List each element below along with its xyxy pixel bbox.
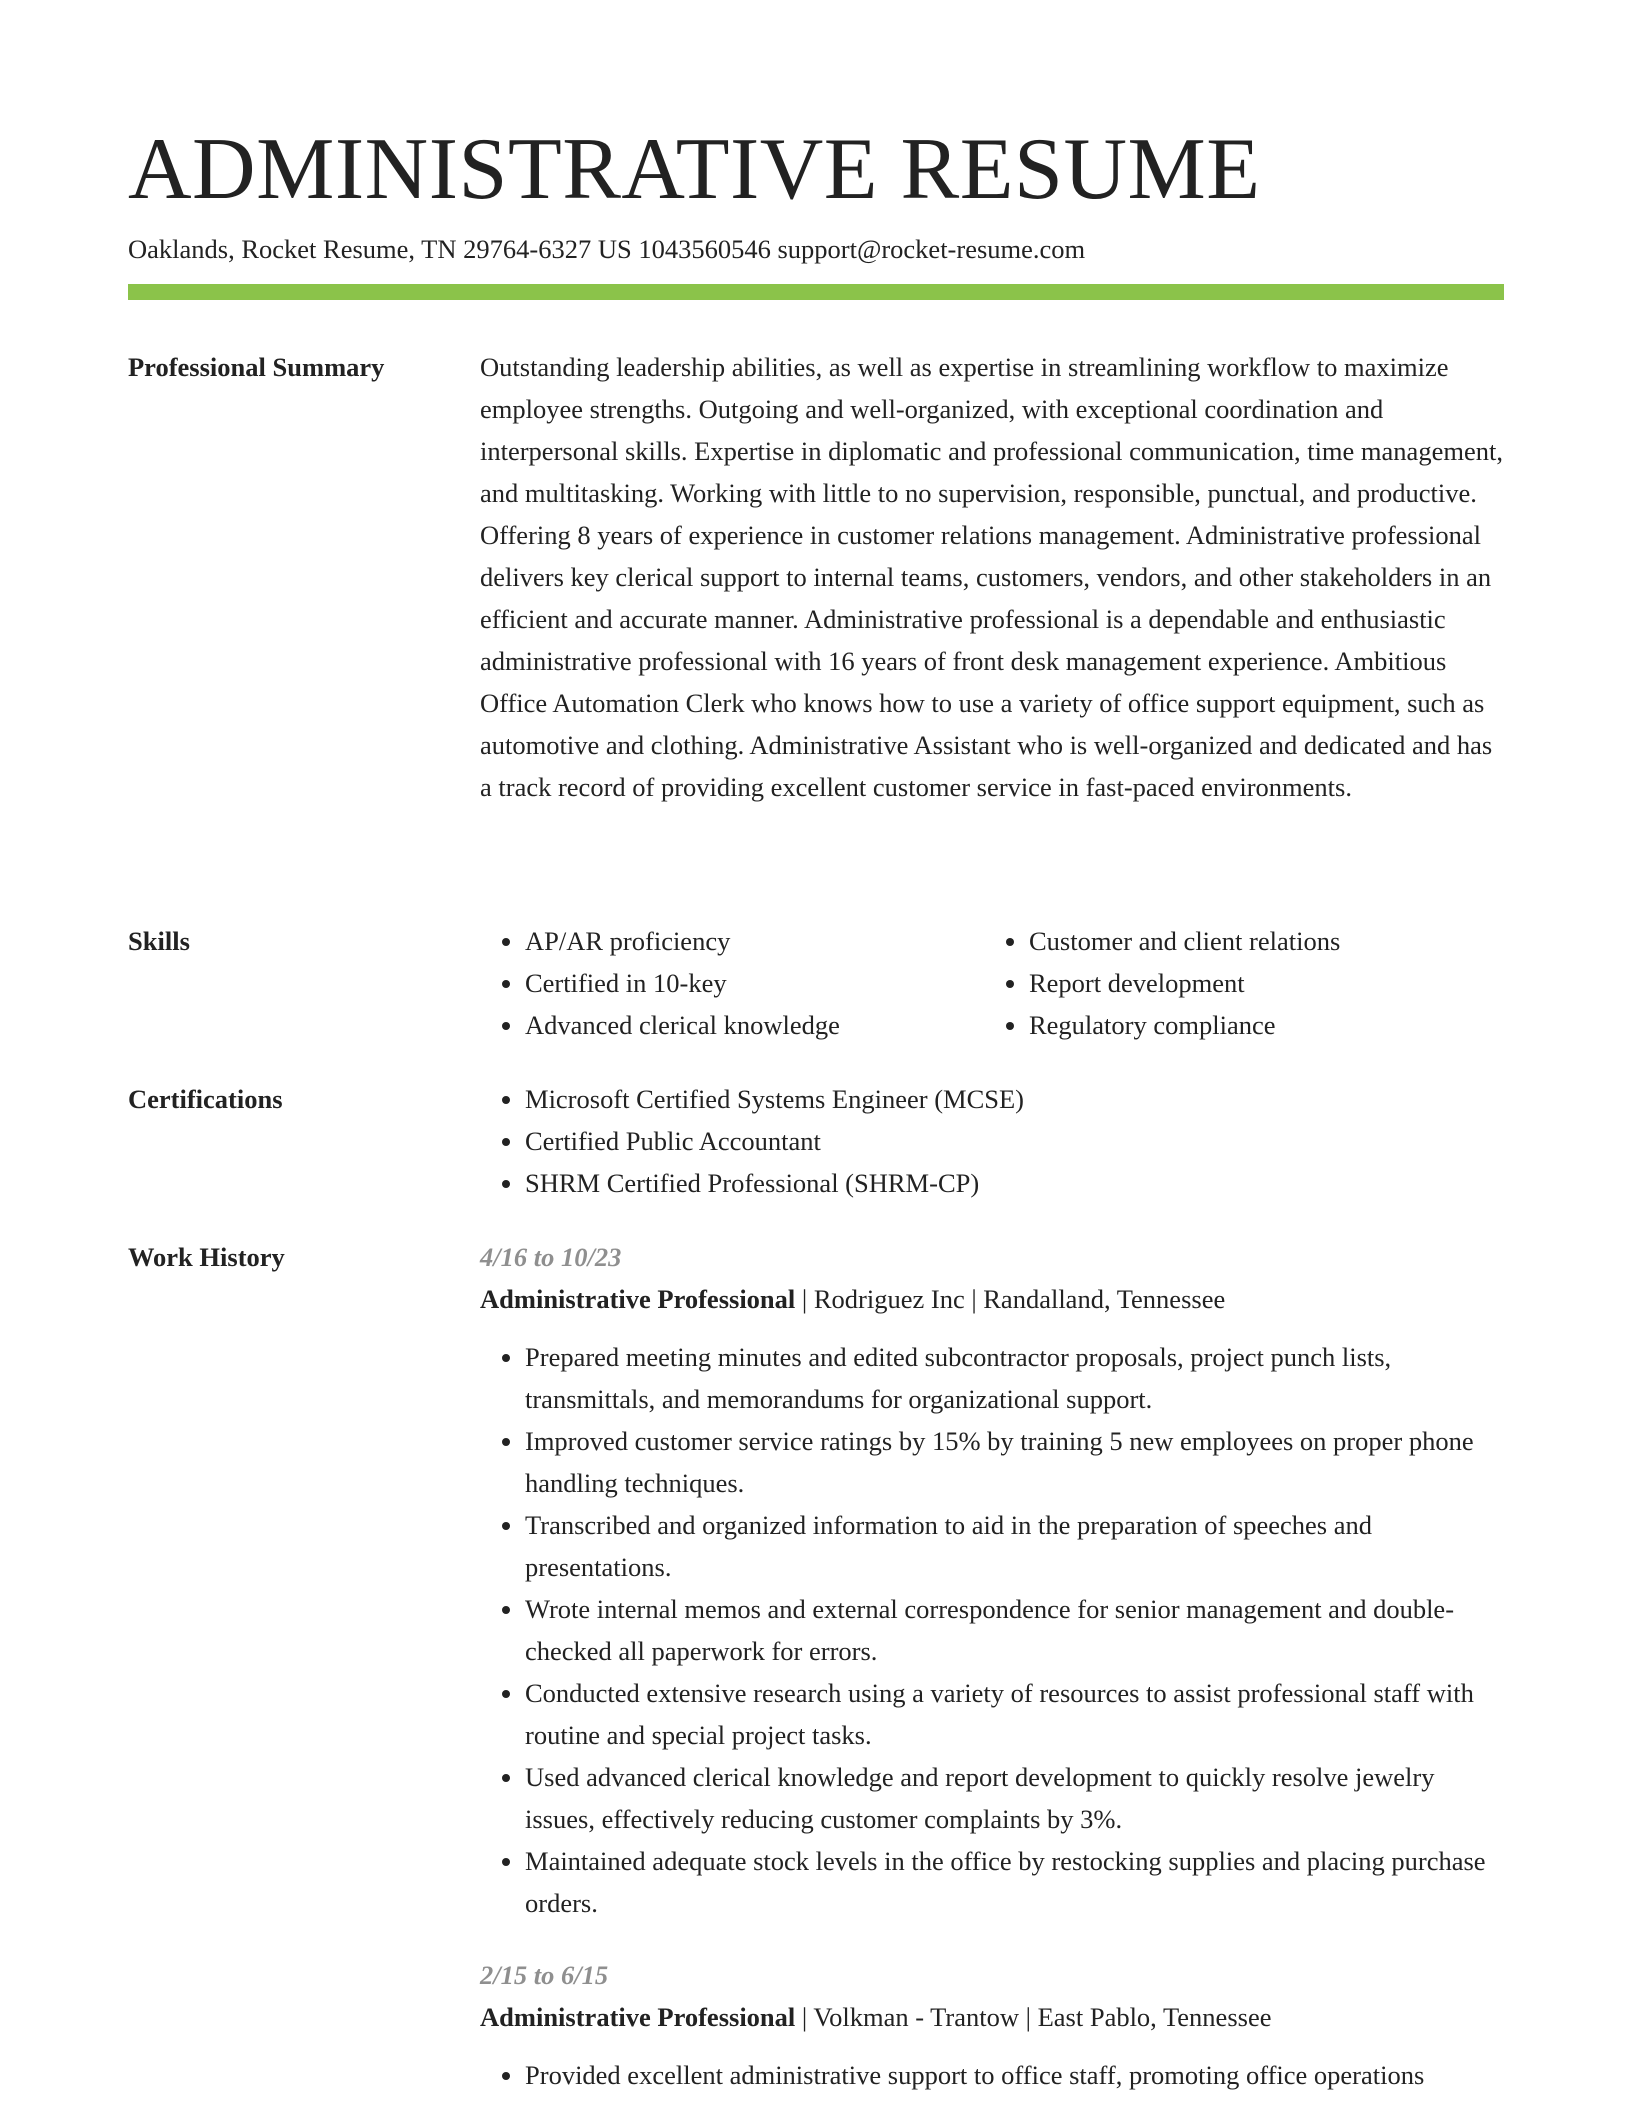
job-bullet: • Transcribed and organized information to aid in the preparation of speeches and presentations. bbox=[525, 1504, 1504, 1588]
job-bullet: • Improved customer service ratings by 15% by training 5 new employees on proper phone handling techniques. bbox=[525, 1420, 1504, 1504]
skills-section bbox=[128, 920, 1504, 1046]
certifications-list bbox=[480, 1078, 1504, 1204]
section-title-certifications: Certifications bbox=[128, 1084, 283, 1114]
skill-item: • Report development bbox=[1029, 962, 1488, 1004]
job-entry bbox=[480, 1236, 1504, 1924]
job-bullet: • Used advanced clerical knowledge and report development to quickly resolve jewelry issues, effectively reducing customer complaints by 3%. bbox=[525, 1756, 1504, 1840]
resume-name: ADMINISTRATIVE RESUME bbox=[128, 121, 1261, 218]
certifications-body bbox=[480, 1078, 1504, 1204]
job-heading bbox=[480, 1996, 1504, 2038]
resume-page bbox=[128, 120, 1504, 300]
certification-item: • Microsoft Certified Systems Engineer (MCSE) bbox=[525, 1078, 1504, 1120]
skill-item: • Advanced clerical knowledge bbox=[525, 1004, 984, 1046]
job-title: Administrative Professional bbox=[480, 1284, 796, 1314]
skills-list-right bbox=[984, 920, 1488, 1046]
contact-line: Oaklands, Rocket Resume, TN 29764-6327 US 1043560546 support@rocket-resume.com bbox=[128, 234, 1086, 264]
skill-item: • Customer and client relations bbox=[1029, 920, 1488, 962]
summary-text: Outstanding leadership abilities, as well as expertise in streamlining workflow to maximize employee strengths. Outgoing and well-organized, with exceptional coordination and interpersonal skills. Expertise in diplomatic and professional communication, time management, and multitasking. Working with little to no supervision, responsible, punctual, and productive. Offering 8 years of experience in customer relations management. Administrative professional delivers key clerical support to internal teams, customers, vendors, and other stakeholders in an efficient and accurate manner. Administrative professional is a dependable and enthusiastic administrative professional with 16 years of front desk management experience. Ambitious Office Automation Clerk who knows how to use a variety of office support equipment, such as automotive and clothing. Administrative Assistant who is well-organized and dedicated and has a track record of providing excellent customer service in fast-paced environments. bbox=[480, 352, 1503, 802]
job-bullet: • Prepared meeting minutes and edited subcontractor proposals, project punch lists, transmittals, and memorandums for organizational support. bbox=[525, 1336, 1504, 1420]
work-history-body bbox=[480, 1236, 1504, 2096]
skill-item: • Certified in 10-key bbox=[525, 962, 984, 1004]
job-bullets bbox=[480, 2054, 1504, 2096]
accent-divider bbox=[128, 284, 1504, 300]
certification-item: • SHRM Certified Professional (SHRM-CP) bbox=[525, 1162, 1504, 1204]
section-title-summary: Professional Summary bbox=[128, 352, 385, 382]
section-title-work-history: Work History bbox=[128, 1242, 285, 1272]
section-title-skills: Skills bbox=[128, 926, 190, 956]
job-bullets bbox=[480, 1336, 1504, 1924]
job-bullet: • Wrote internal memos and external correspondence for senior management and double-checked all paperwork for errors. bbox=[525, 1588, 1504, 1672]
job-entry bbox=[480, 1954, 1504, 2096]
certifications-section bbox=[128, 1078, 1504, 1204]
job-employer-location: | Volkman - Trantow | East Pablo, Tennessee bbox=[795, 2002, 1272, 2032]
job-bullet: • Conducted extensive research using a variety of resources to assist professional staff with routine and special project tasks. bbox=[525, 1672, 1504, 1756]
work-history-section bbox=[128, 1236, 1504, 2096]
skills-column-left bbox=[480, 920, 984, 1046]
skills-body bbox=[480, 920, 1504, 1046]
job-dates: 4/16 to 10/23 bbox=[480, 1242, 622, 1272]
job-employer-location: | Rodriguez Inc | Randalland, Tennessee bbox=[795, 1284, 1226, 1314]
job-title: Administrative Professional bbox=[480, 2002, 796, 2032]
skill-item: • Regulatory compliance bbox=[1029, 1004, 1488, 1046]
job-bullet: • Maintained adequate stock levels in the office by restocking supplies and placing purchase orders. bbox=[525, 1840, 1504, 1924]
summary-body bbox=[480, 346, 1504, 808]
skills-column-right bbox=[984, 920, 1488, 1046]
job-bullet: • Provided excellent administrative support to office staff, promoting office operations bbox=[525, 2054, 1504, 2096]
skills-list-left bbox=[480, 920, 984, 1046]
skills-grid bbox=[480, 920, 1504, 1046]
skill-item: • AP/AR proficiency bbox=[525, 920, 984, 962]
certification-item: • Certified Public Accountant bbox=[525, 1120, 1504, 1162]
job-heading bbox=[480, 1278, 1504, 1320]
summary-section bbox=[128, 346, 1504, 808]
job-dates: 2/15 to 6/15 bbox=[480, 1960, 609, 1990]
